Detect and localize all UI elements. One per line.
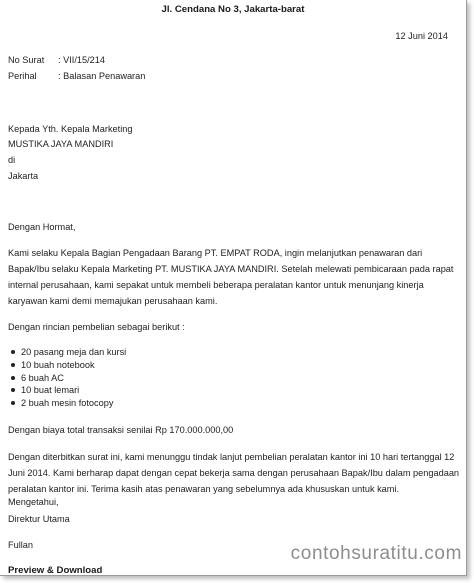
sender-address: Jl. Cendana No 3, Jakarta-barat xyxy=(161,4,305,15)
recipient-company: MUSTIKA JAYA MANDIRI xyxy=(8,139,114,149)
list-item: 2 buah mesin fotocopy xyxy=(8,397,126,410)
list-item: 10 buah notebook xyxy=(8,359,126,372)
recipient-city: Jakarta xyxy=(8,171,39,181)
recipient-line: Kepada Yth. Kepala Marketing xyxy=(8,124,133,134)
closing: Mengetahui, xyxy=(8,497,59,507)
perihal-label: Perihal xyxy=(8,71,37,81)
preview-download-link[interactable]: Preview & Download xyxy=(8,565,103,576)
no-surat-label: No Surat xyxy=(8,55,45,65)
recipient-di: di xyxy=(8,155,16,165)
purchase-list xyxy=(8,346,126,410)
perihal-value: : Balasan Penawaran xyxy=(58,71,146,81)
details-intro: Dengan rincian pembelian sebagai berikut : xyxy=(8,322,185,332)
site-watermark: contohsuratitu.com xyxy=(290,543,462,564)
signer-position: Direktur Utama xyxy=(8,514,70,524)
signer-name: Fullan xyxy=(8,540,34,550)
letter-date: 12 Juni 2014 xyxy=(395,31,448,41)
no-surat-value: : VII/15/214 xyxy=(58,55,105,65)
list-item: 10 buat lemari xyxy=(8,384,126,397)
body-paragraph-1: Kami selaku Kepala Bagian Pengadaan Barang PT. EMPAT RODA, ingin melanjutkan penawaran dari Bapak/Ibu selaku Kepala Marketing PT. MUSTIKA JAYA MANDIRI. Setelah melewati pembicaraan pada rapat internal perusahaan, kami sepakat untuk membeli beberapa peralatan kantor untuk menunjang kinerja karyawan kami demi memajukan perusahaan kami. xyxy=(8,248,454,306)
body-paragraph-2: Dengan diterbitkan surat ini, kami menunggu tindak lanjut pembelian peralatan kantor ini 10 hari tertanggal 12 Juni 2014. Kami berharap dapat dengan cepat bekerja sama dengan perusahaan Bapak/Ibu dalam pengadaan peralatan kantor ini. Terima kasih atas penawaran yang sebelumnya ada khususkan untuk kami. xyxy=(8,452,460,494)
list-item: 6 buah AC xyxy=(8,372,126,385)
greeting: Dengan Hormat, xyxy=(8,222,76,232)
list-item: 20 pasang meja dan kursi xyxy=(8,346,126,359)
total-line: Dengan biaya total transaksi senilai Rp 170.000.000,00 xyxy=(8,425,234,435)
